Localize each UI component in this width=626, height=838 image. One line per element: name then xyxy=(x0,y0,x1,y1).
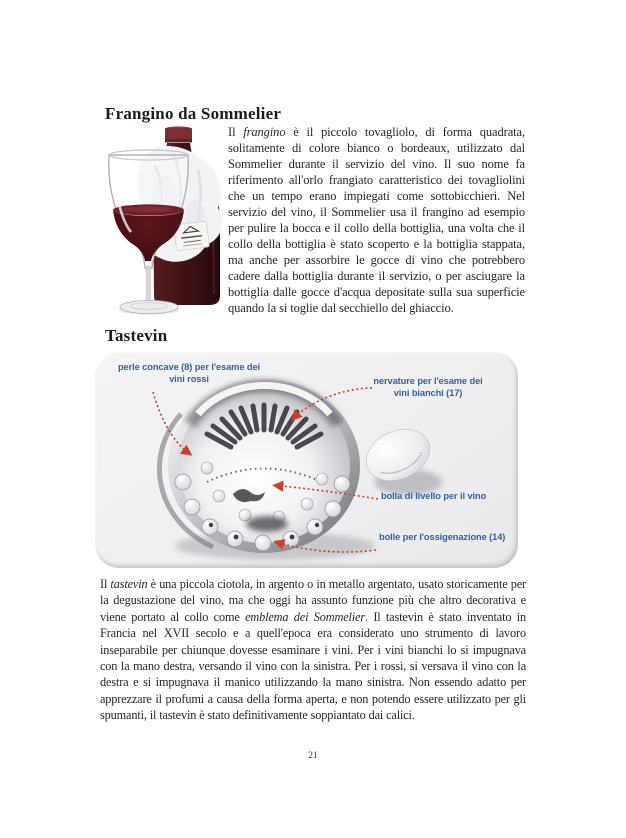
tastevin-paragraph xyxy=(100,576,526,724)
bottom-reflection xyxy=(246,516,288,532)
callout-bolla-di-livello: bolla di livello per il vino xyxy=(381,491,487,501)
frangino-para-pre: Il xyxy=(228,125,244,139)
page-number: 21 xyxy=(308,751,318,761)
tastevin-heading: Tastevin xyxy=(105,326,168,345)
tastevin-para-rest: . Il tastevin è stato inventato in Francia nel XVII secolo e a quell'epoca era considerato uno strumento di lavoro inseparabile per chiunque dovesse esaminare i vini. Per i vini bianchi lo si impugnava con la mano destra, versando il vino con la sinistra. Per i rossi, si versava il vino con la destra e si impugnava il manico utilizzando la mano sinistra. Non essendo adatto per apprezzare il profumi a causa della forma aperta, e non potendo essere utilizzato per gli spumanti, il tastevin è stato definitivamente soppiantato dai calici. xyxy=(100,609,526,723)
wine-bottle-and-glass-graphic xyxy=(103,126,228,326)
callout-perle-line1: perle concave (8) per l'esame dei xyxy=(117,362,261,372)
tastevin-para-italic1: tastevin xyxy=(110,577,148,591)
frangino-heading: Frangino da Sommelier xyxy=(105,104,282,123)
tastevin-bowl xyxy=(159,379,360,553)
tastevin-para-italic2: emblema dei Sommelier xyxy=(245,609,365,624)
callout-nervature-line1: nervature per l'esame dei xyxy=(373,376,483,386)
callout-nervature xyxy=(365,376,491,399)
callout-perle-line2: vini rossi xyxy=(169,373,209,384)
callout-perle-concave xyxy=(109,362,269,385)
callout-bolle-ossigenazione: bolle per l'ossigenazione (14) xyxy=(379,532,506,542)
frangino-para-rest: è il piccolo tovagliolo, di forma quadrata, solitamente di colore bianco o bordeaux, utilizzato dal Sommelier durante il servizio del vino. Il suo nome fa riferimento all'orlo frangiato caratteristico dei tovagliolini che un tempo erano impiegati come sottobicchieri. Nel servizio del vino, il Sommelier usa il frangino ad esempio per pulire la bocca e il collo della bottiglia, una volta che il collo della bottiglia è stato scoperto e la bottiglia stappata, ma anche per assorbire le gocce di vino che potrebbero cadere dalla bottiglia durante il servizio, o per asciugare la bottiglia dalle gocce d'acqua depositate sulla sua superficie quando la si toglie dal secchiello del ghiaccio. xyxy=(228,125,525,315)
frangino-para-italic: frangino xyxy=(243,125,286,139)
tastevin-para-mid: è una piccola ciotola, in argento o in metallo argentato, usato storicamente per la degustazione del vino, ma che oggi ha assunto funzione più che altro decorativa e viene portato al collo come xyxy=(100,577,526,624)
callout-nervature-line2: vini bianchi (17) xyxy=(393,387,463,398)
frangino-photo xyxy=(103,126,228,326)
tastevin-diagram-panel xyxy=(95,352,518,568)
tastevin-para-pre: Il xyxy=(100,577,111,591)
frangino-paragraph xyxy=(228,124,525,316)
